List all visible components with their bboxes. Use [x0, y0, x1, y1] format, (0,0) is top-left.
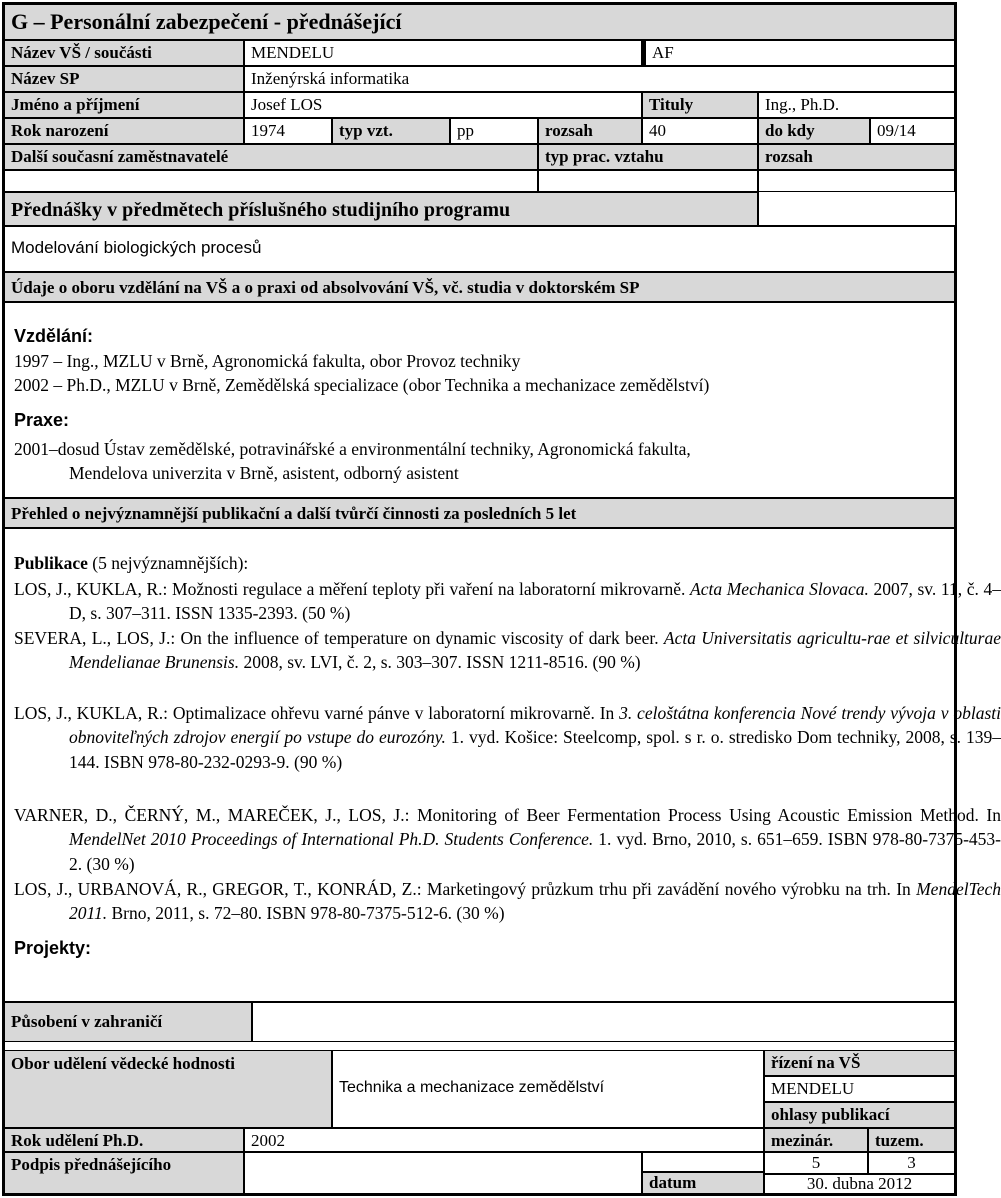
publications-label — [14, 551, 248, 575]
signature-value — [244, 1152, 642, 1194]
domestic-label: tuzem. — [868, 1128, 955, 1152]
publications-label-rest: (5 nejvýznamnějších): — [87, 553, 249, 573]
name-value: Josef LOS — [244, 92, 642, 118]
publication-5-source: MendelTech 2011. — [69, 879, 1001, 924]
publication-1-source: Acta Mechanica Slovaca. — [690, 579, 869, 599]
publications-heading: Přehled o nejvýznamnější publikační a další tvůrčí činnosti za posledních 5 let — [4, 498, 955, 528]
practice-line-2: Mendelova univerzita v Brně, asistent, odborný asistent — [69, 463, 459, 483]
lectures-side-empty — [758, 192, 955, 226]
education-label: Vzdělání: — [14, 326, 94, 346]
publication-2-source: Acta Universitatis agricultu-rae et silviculturae Mendelianae Brunensis. — [69, 628, 1001, 673]
birth-value: 1974 — [244, 118, 332, 144]
publication-3 — [14, 701, 1001, 774]
publication-4-source: MendelNet 2010 Proceedings of International Ph.D. Students Conference. — [69, 829, 594, 850]
titles-value: Ing., Ph.D. — [758, 92, 955, 118]
school-label: Název VŠ / součásti — [4, 40, 244, 66]
procedure-value: MENDELU — [764, 1076, 955, 1102]
until-value: 09/14 — [870, 118, 955, 144]
scope-value: 40 — [642, 118, 758, 144]
publication-5 — [14, 877, 1001, 926]
work-scope-empty — [758, 170, 955, 192]
procedure-label: řízení na VŠ — [764, 1050, 955, 1076]
date-label: datum — [642, 1172, 764, 1194]
publication-5-tail: Brno, 2011, s. 72–80. ISBN 978-80-7375-512-6. (30 %) — [107, 903, 505, 924]
degree-field-label: Obor udělení vědecké hodnosti — [4, 1050, 332, 1128]
publication-4-authors: VARNER, D., ČERNÝ, M., MAREČEK, J., LOS, J. — [14, 805, 405, 825]
contract-type-value: pp — [450, 118, 538, 144]
school-value: MENDELU — [244, 40, 642, 66]
abroad-value — [252, 1002, 955, 1042]
publication-2-tail: 2008, sv. LVI, č. 2, s. 303–307. ISSN 1211-8516. (90 %) — [239, 652, 641, 673]
publication-5-authors: LOS, J., URBANOVÁ, R., GREGOR, T., KONRÁD, Z. — [14, 879, 417, 899]
publication-3-text: : Optimalizace ohřevu varné pánve v laboratorní mikrovarně. In — [163, 703, 620, 723]
date-value: 30. dubna 2012 — [764, 1174, 955, 1194]
name-label: Jméno a příjmení — [4, 92, 244, 118]
publication-2-text: : On the influence of temperature on dynamic viscosity of dark beer. — [170, 628, 664, 648]
publication-1 — [14, 577, 1001, 626]
publication-3-authors: LOS, J., KUKLA, R. — [14, 703, 164, 723]
domestic-value: 3 — [868, 1152, 955, 1174]
education-item-2: 2002 – Ph.D., MZLU v Brně, Zemědělská specializace (obor Technika a mechanizace zemědělství) — [14, 375, 710, 395]
spacer — [4, 1042, 955, 1050]
publication-2 — [14, 626, 1001, 675]
scope-label: rozsah — [538, 118, 642, 144]
program-value: Inženýrská informatika — [244, 66, 955, 92]
course-name: Modelování biologických procesů — [4, 226, 955, 272]
titles-label: Tituly — [642, 92, 758, 118]
form-title: G – Personální zabezpečení - přednášející — [4, 4, 955, 40]
publication-3-source: 3. celoštátna konferencia Nové trendy vývoja v oblasti obnoviteľných zdrojov energií po vstupe do eurozóny. — [69, 703, 1001, 748]
publication-1-text: : Možnosti regulace a měření teploty při vaření na laboratorní mikrovarně. — [162, 579, 691, 599]
other-employer-empty — [4, 170, 538, 192]
publication-4 — [14, 803, 1001, 876]
signature-label: Podpis přednášejícího — [4, 1152, 244, 1194]
program-label: Název SP — [4, 66, 244, 92]
publication-4-text: : Monitoring of Beer Fermentation Process Using Acoustic Emission Method. In — [404, 805, 1001, 825]
until-label: do kdy — [758, 118, 870, 144]
education-item-1: 1997 – Ing., MZLU v Brně, Agronomická fakulta, obor Provoz techniky — [14, 351, 521, 371]
degree-field-value: Technika a mechanizace zemědělství — [332, 1050, 764, 1128]
personnel-form — [2, 2, 1001, 1196]
education-heading: Údaje o oboru vzdělání na VŠ a o praxi od absolvování VŠ, vč. studia v doktorském SP — [4, 272, 955, 302]
phd-year-label: Rok udělení Ph.D. — [4, 1128, 244, 1152]
contract-type-label: typ vzt. — [332, 118, 450, 144]
practice-line-1: 2001–dosud Ústav zemědělské, potravinářské a environmentální techniky, Agronomická fakulta, — [14, 439, 691, 459]
work-type-label: typ prac. vztahu — [538, 144, 758, 170]
signature-mid-empty — [642, 1152, 764, 1172]
intl-value: 5 — [764, 1152, 868, 1174]
abroad-label: Působení v zahraničí — [4, 1002, 252, 1042]
publication-1-authors: LOS, J., KUKLA, R. — [14, 579, 163, 599]
work-scope-label: rozsah — [758, 144, 955, 170]
publications-label-bold: Publikace — [14, 553, 88, 573]
publication-4-tail: 1. vyd. Brno, 2010, s. 651–659. ISBN 978-80-7375-453-2. (30 %) — [69, 829, 1001, 874]
publication-5-text: : Marketingový průzkum trhu při zavádění nového výrobku na trh. In — [416, 879, 917, 899]
phd-year-value: 2002 — [244, 1128, 764, 1152]
other-employers-label: Další současní zaměstnavatelé — [4, 144, 538, 170]
work-type-empty — [538, 170, 758, 192]
projects-label: Projekty: — [14, 938, 92, 958]
intl-label: mezinár. — [764, 1128, 868, 1152]
publication-1-tail: 2007, sv. 11, č. 4–D, s. 307–311. ISSN 1335-2393. (50 %) — [69, 579, 1001, 624]
publication-3-tail: 1. vyd. Košice: Steelcomp, spol. s r. o. stredisko Dom techniky, 2008, s. 139–144. ISBN 978-80-232-0293-9. (90 %) — [69, 727, 1001, 772]
faculty-value: AF — [642, 40, 955, 66]
lectures-heading: Přednášky v předmětech příslušného studijního programu — [4, 192, 758, 226]
citations-label: ohlasy publikací — [764, 1102, 955, 1128]
practice-label: Praxe: — [14, 410, 70, 430]
birth-label: Rok narození — [4, 118, 244, 144]
publication-2-authors: SEVERA, L., LOS, J. — [14, 628, 171, 648]
